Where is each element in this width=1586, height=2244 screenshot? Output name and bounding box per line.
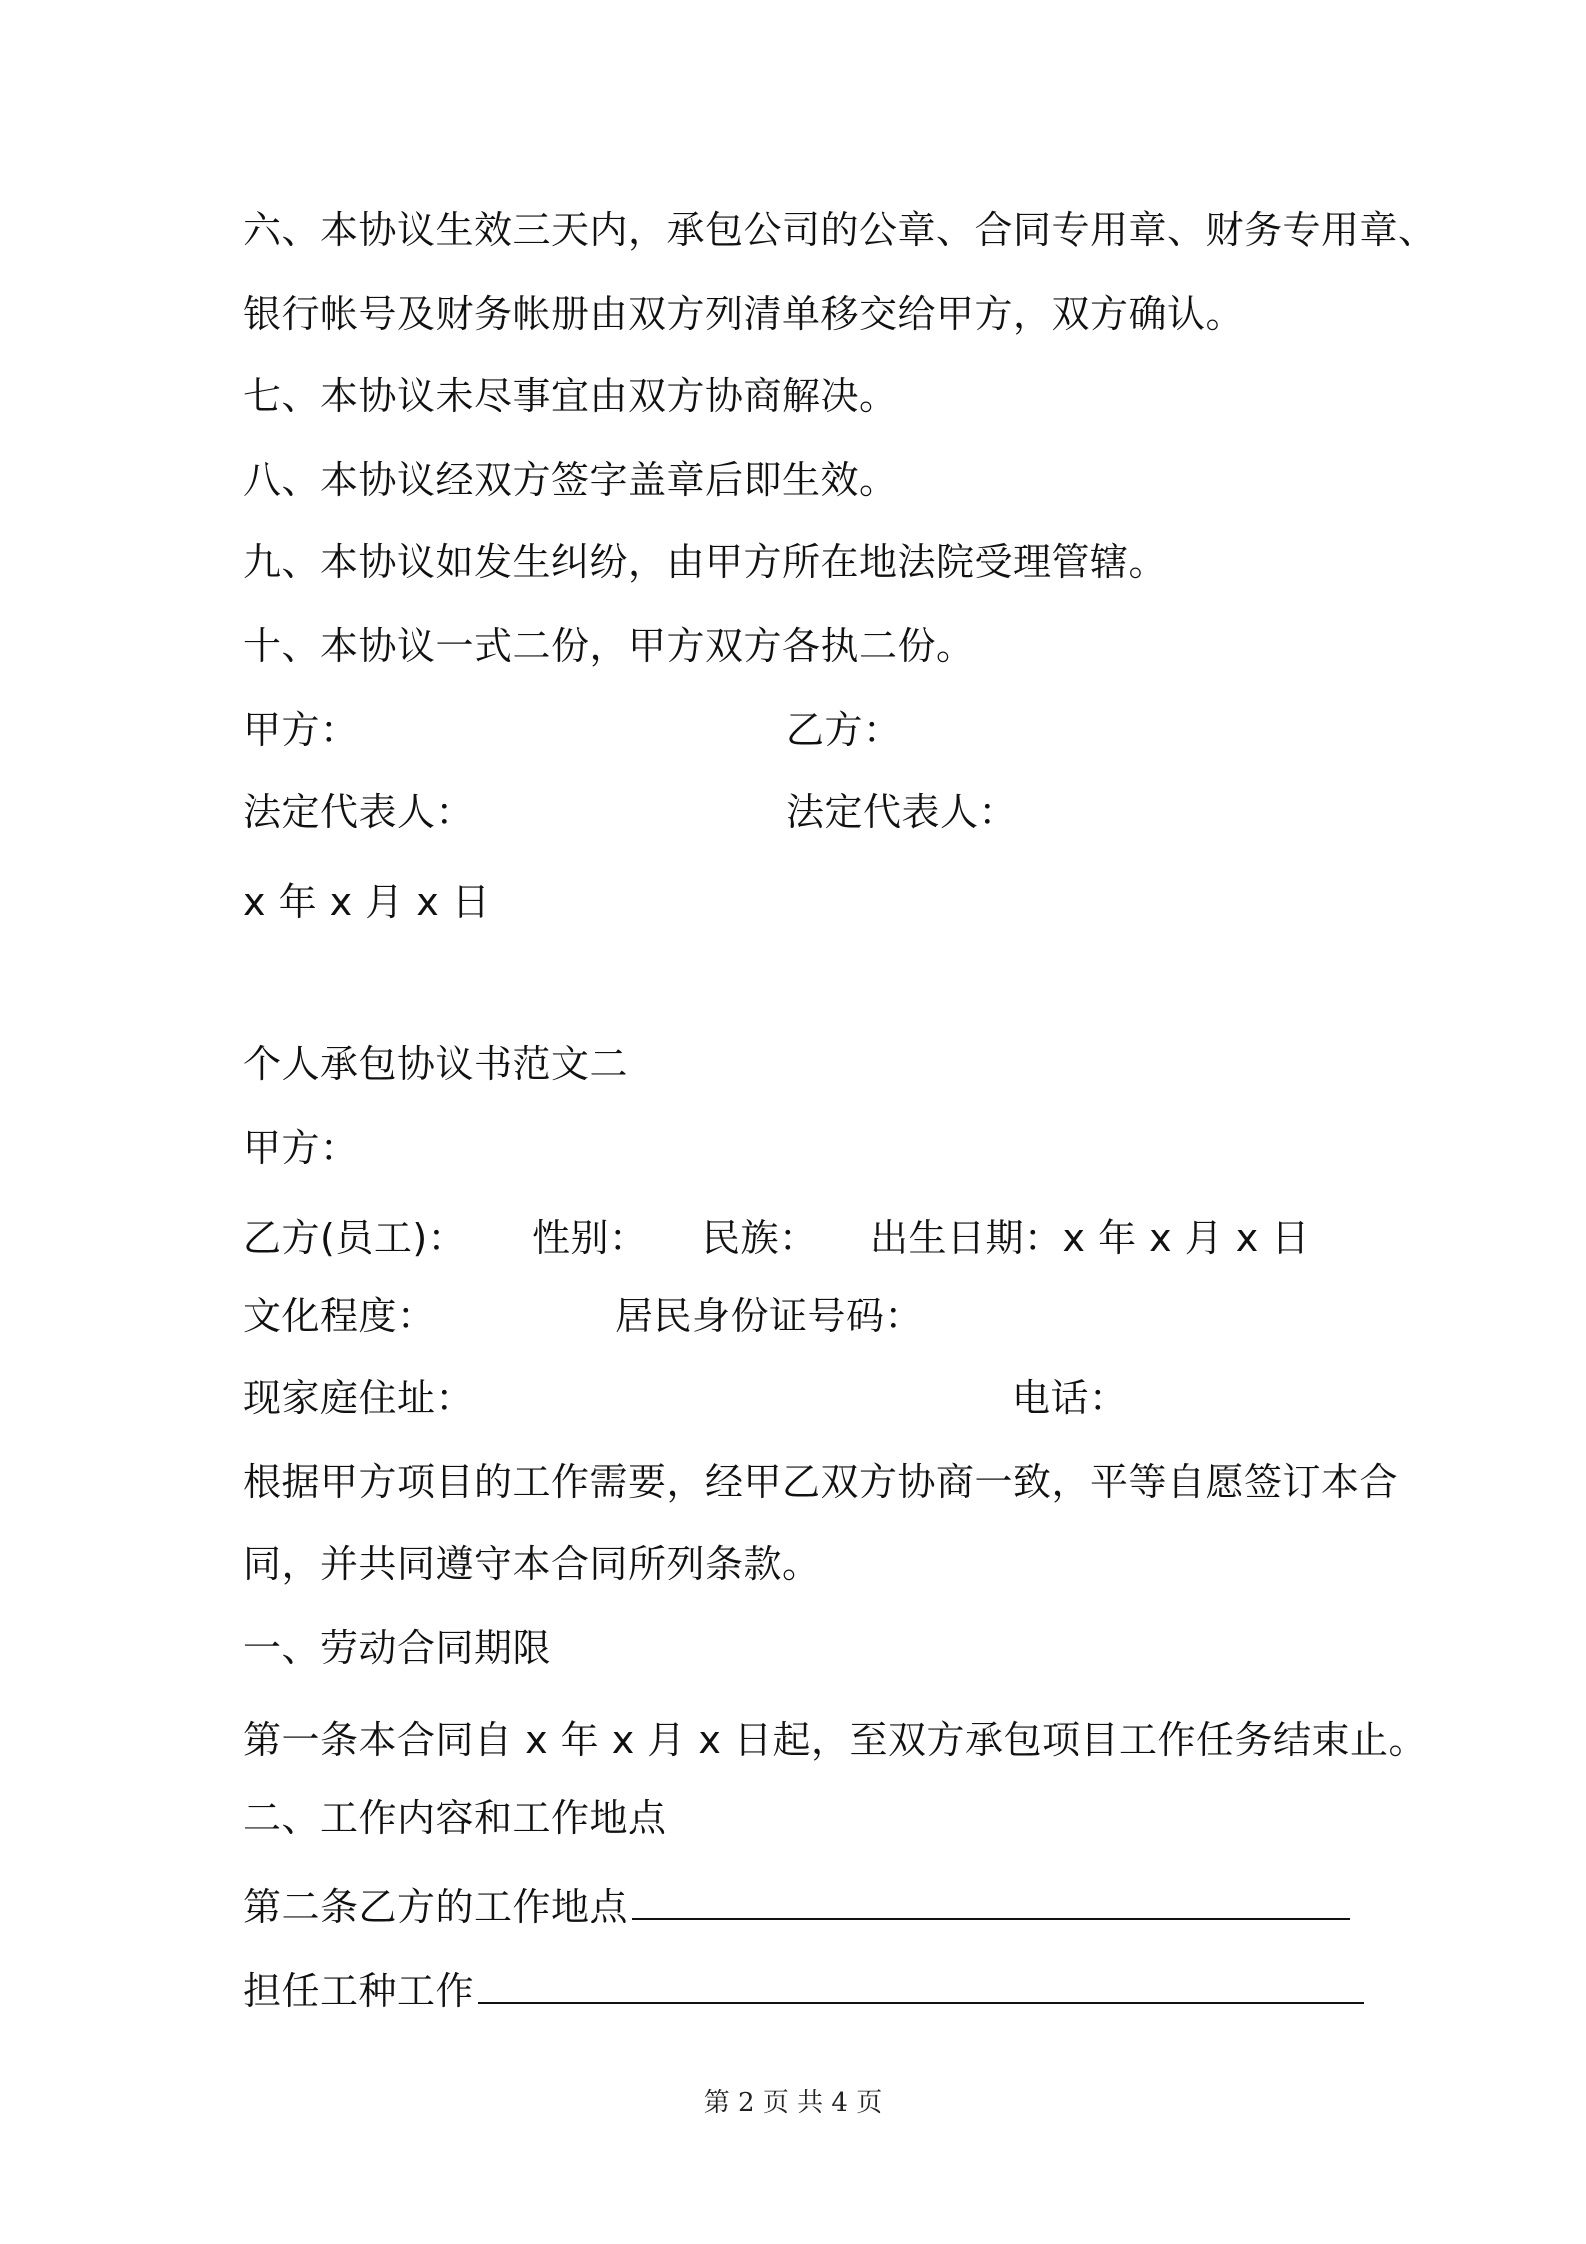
signature-party-b: 乙方： xyxy=(786,708,902,752)
section-2-party-a: 甲方： xyxy=(243,1126,359,1170)
phone-label: 电话： xyxy=(1012,1376,1128,1420)
address-label: 现家庭住址： xyxy=(243,1376,475,1420)
intro-line-1: 根据甲方项目的工作需要，经甲乙双方协商一致，平等自愿签订本合 xyxy=(243,1460,1399,1504)
page-footer: 第 2 页 共 4 页 xyxy=(703,2088,883,2118)
clause-7: 七、本协议未尽事宜由双方协商解决。 xyxy=(243,374,898,418)
job-type-row xyxy=(243,1966,1364,2015)
gender-label: 性别： xyxy=(532,1216,648,1260)
heading-work-content: 二、工作内容和工作地点 xyxy=(243,1796,667,1840)
article-2-row xyxy=(243,1882,1350,1931)
job-type-blank[interactable] xyxy=(478,1966,1364,2004)
signature-rep-b: 法定代表人： xyxy=(786,790,1018,834)
signature-party-a: 甲方： xyxy=(243,708,359,752)
id-number-label: 居民身份证号码： xyxy=(615,1294,924,1338)
ethnicity-label: 民族： xyxy=(702,1216,818,1260)
job-type-label: 担任工种工作 xyxy=(243,1969,475,2013)
clause-10: 十、本协议一式二份，甲方双方各执二份。 xyxy=(243,624,975,668)
education-label: 文化程度： xyxy=(243,1294,436,1338)
article-2-label: 第二条乙方的工作地点 xyxy=(243,1885,629,1929)
work-location-blank[interactable] xyxy=(632,1882,1350,1920)
clause-6-line-1: 六、本协议生效三天内，承包公司的公章、合同专用章、财务专用章、 xyxy=(243,208,1437,252)
signature-rep-a: 法定代表人： xyxy=(243,790,475,834)
article-1: 第一条本合同自 x 年 x 月 x 日起，至双方承包项目工作任务结束止。 xyxy=(243,1718,1427,1762)
party-b-employee: 乙方(员工)： xyxy=(243,1216,467,1260)
clause-9: 九、本协议如发生纠纷，由甲方所在地法院受理管辖。 xyxy=(243,540,1168,584)
heading-contract-term: 一、劳动合同期限 xyxy=(243,1626,552,1670)
intro-line-2: 同，并共同遵守本合同所列条款。 xyxy=(243,1542,821,1586)
clause-6-line-2: 银行帐号及财务帐册由双方列清单移交给甲方，双方确认。 xyxy=(243,292,1245,336)
signature-date: x 年 x 月 x 日 xyxy=(243,880,491,924)
birth-date-label: 出生日期：x 年 x 月 x 日 xyxy=(870,1216,1310,1260)
clause-8: 八、本协议经双方签字盖章后即生效。 xyxy=(243,458,898,502)
section-2-title: 个人承包协议书范文二 xyxy=(243,1042,629,1086)
